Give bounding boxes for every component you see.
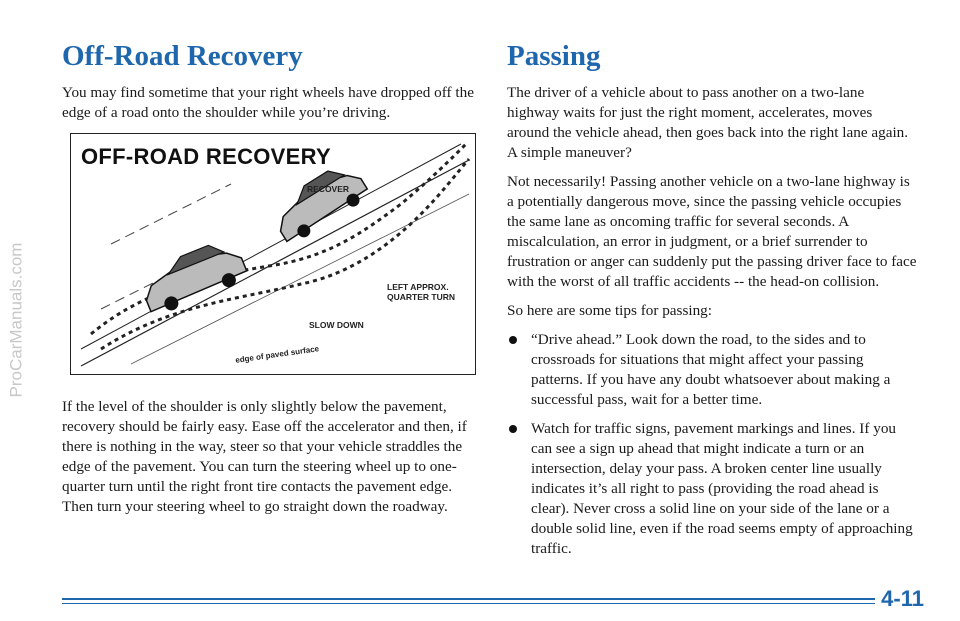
tire-track xyxy=(91,144,466,334)
off-road-recovery-heading: Off-Road Recovery xyxy=(62,40,303,72)
car-front xyxy=(267,158,372,247)
passing-tips-list xyxy=(507,330,917,559)
watermark xyxy=(4,40,28,600)
off-road-intro-paragraph: You may find sometime that your right wheels have dropped off the edge of a road onto the shoulder while you’re driving. xyxy=(62,84,474,121)
bullet-icon xyxy=(509,336,517,344)
figure-title: OFF-ROAD RECOVERY xyxy=(81,144,331,169)
watermark-text: ProCarManuals.com xyxy=(6,242,26,398)
road-line xyxy=(81,144,461,349)
footer-rule xyxy=(62,603,918,604)
label-slow-down: SLOW DOWN xyxy=(309,320,364,330)
passing-heading: Passing xyxy=(507,40,601,72)
label-left-quarter-turn: LEFT APPROX. QUARTER TURN xyxy=(387,282,455,302)
bullet-icon xyxy=(509,425,517,433)
page-number: 4-11 xyxy=(875,586,924,612)
tip-text: “Drive ahead.” Look down the road, to the sides and to crossroads for situations that might affect your passing patterns. If you have any doubt whatsoever about making a successful pass, wait for a better time. xyxy=(531,331,891,408)
off-road-recovery-figure xyxy=(70,133,476,375)
car-rear xyxy=(136,236,250,319)
tire-track xyxy=(101,159,469,349)
footer-rule xyxy=(62,598,918,600)
passing-section xyxy=(507,40,917,568)
passing-paragraph-1: The driver of a vehicle about to pass another on a two-lane highway waits for just the right moment, accelerates, moves around the vehicle ahead, then goes back into the right lane again. A simple maneuver? xyxy=(507,84,909,161)
tip-text: Watch for traffic signs, pavement markings and lines. If you can see a sign up ahead that might indicate a turn or an intersection, delay your pass. A broken center line usually indicates it’s all right to pass (providing the road ahead is clear). Never cross a solid line on your side of the lane or a double solid line, even if the road seems empty of approaching traffic. xyxy=(531,420,913,557)
label-paved-edge: edge of paved surface xyxy=(234,344,320,365)
passing-paragraph-3: So here are some tips for passing: xyxy=(507,302,712,319)
passing-paragraph-2: Not necessarily! Passing another vehicle on a two-lane highway is a potentially dangerous move, since the passing vehicle occupies the same lane as oncoming traffic for several seconds. A miscalculation, an error in judgment, or a brief surrender to frustration or anger can suddenly put the passing driver face to face with the worst of all traffic accidents -- the head-on collision. xyxy=(507,173,917,290)
label-recover: RECOVER xyxy=(307,184,350,194)
off-road-illustration xyxy=(71,134,475,374)
list-item xyxy=(507,419,917,559)
road-line xyxy=(81,160,469,366)
off-road-recovery-section xyxy=(62,40,482,526)
off-road-body-paragraph: If the level of the shoulder is only slightly below the pavement, recovery should be fairly easy. Ease off the accelerator and then, if there is nothing in the way, steer so that your vehicle straddles the edge of the pavement. You can turn the steering wheel up to one-quarter turn until the right front tire contacts the pavement edge. Then turn your steering wheel to go straight down the roadway. xyxy=(62,398,467,515)
list-item xyxy=(507,330,917,410)
road-center-dashes xyxy=(111,184,231,244)
